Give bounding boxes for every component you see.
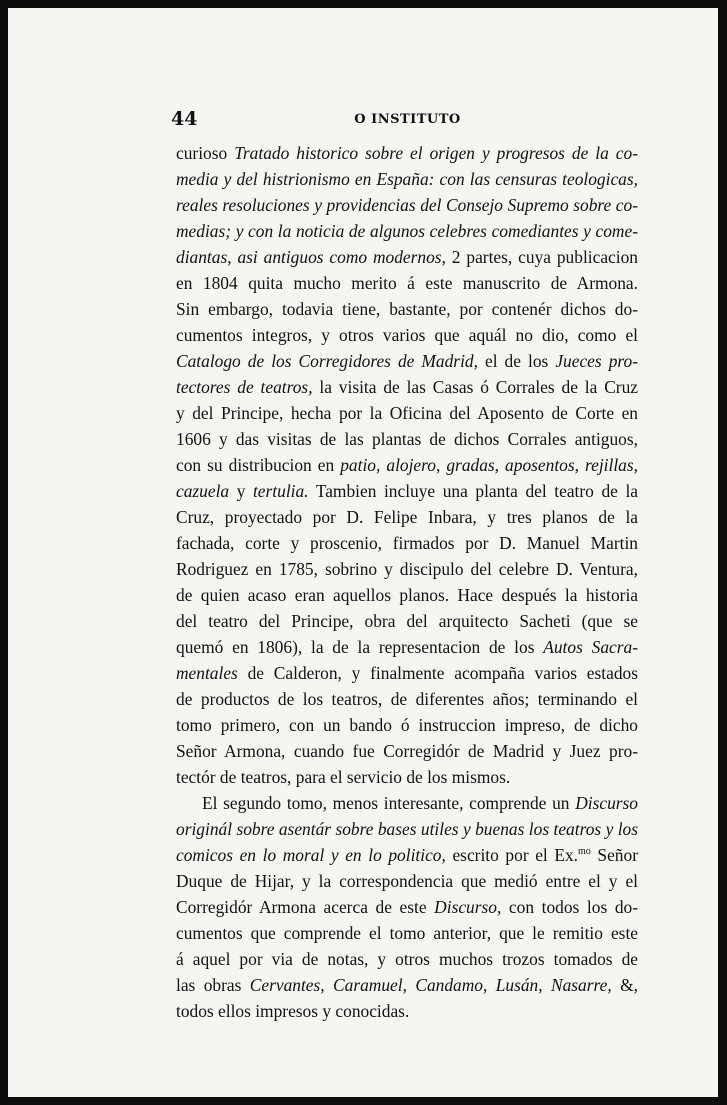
text-line bbox=[176, 322, 638, 348]
text-run: &, bbox=[611, 975, 638, 995]
text-run: todos ellos impresos y conocidas. bbox=[176, 1001, 410, 1021]
text-line bbox=[176, 140, 638, 166]
italic-text: Discurso bbox=[575, 793, 638, 813]
text-run: Sin embargo, todavia tiene, bastante, por contenér dichos do- bbox=[176, 299, 638, 319]
italic-text: media y del histrionismo en España: con las censuras teologicas, bbox=[176, 169, 638, 189]
text-run: Rodriguez en 1785, sobrino y discipulo del celebre D. Ventura, bbox=[176, 559, 638, 579]
text-line bbox=[176, 946, 638, 972]
running-title: O INSTITUTO bbox=[354, 112, 461, 127]
text-run: y bbox=[229, 481, 253, 501]
text-run: el de los bbox=[477, 351, 556, 371]
text-line bbox=[176, 738, 638, 764]
italic-text: Tratado historico sobre el origen y progresos de la co- bbox=[234, 143, 639, 163]
book-page bbox=[8, 8, 718, 1097]
text-run: con todos los do- bbox=[501, 897, 638, 917]
text-line bbox=[176, 816, 638, 842]
text-line bbox=[176, 270, 638, 296]
text-run: escrito por el Ex. bbox=[445, 845, 579, 865]
text-line bbox=[176, 582, 638, 608]
italic-text: Catalogo de los Corregidores de Madrid, bbox=[176, 351, 478, 371]
text-run: tomo primero, con un bando ó instruccion impreso, de dicho bbox=[176, 715, 638, 735]
text-line bbox=[176, 296, 638, 322]
text-line bbox=[176, 192, 638, 218]
text-run: de productos de los teatros, de diferentes años; terminando el bbox=[176, 689, 638, 709]
italic-text: reales resoluciones y providencias del Consejo Supremo sobre co- bbox=[176, 195, 638, 215]
text-run: de quien acaso eran aquellos planos. Hace después la historia bbox=[176, 585, 638, 605]
italic-text: diantas, asi antiguos como modernos, bbox=[176, 247, 446, 267]
italic-text: comicos en lo moral y en lo politico, bbox=[176, 845, 446, 865]
text-line bbox=[176, 842, 638, 868]
text-line bbox=[176, 400, 638, 426]
text-line bbox=[176, 504, 638, 530]
text-line bbox=[176, 244, 638, 270]
text-line bbox=[176, 998, 638, 1024]
italic-text: cazuela bbox=[176, 481, 230, 501]
text-run: á aquel por via de notas, y otros muchos trozos tomados de bbox=[176, 949, 638, 969]
text-run: curioso bbox=[176, 143, 235, 163]
text-run: Señor bbox=[590, 845, 638, 865]
text-line bbox=[176, 920, 638, 946]
text-line bbox=[176, 348, 638, 374]
body-text bbox=[176, 140, 638, 1024]
italic-text: Discurso, bbox=[434, 897, 502, 917]
text-run: Corregidór Armona acerca de este bbox=[176, 897, 435, 917]
text-run: y del Principe, hecha por la Oficina del Aposento de Corte en bbox=[176, 403, 638, 423]
text-line bbox=[176, 790, 638, 816]
italic-text: tectores de teatros, bbox=[176, 377, 313, 397]
text-run: quemó en 1806), la de la representacion de los bbox=[176, 637, 544, 657]
text-run: del teatro del Principe, obra del arquitecto Sacheti (que se bbox=[176, 611, 638, 631]
text-line bbox=[176, 426, 638, 452]
text-line bbox=[176, 686, 638, 712]
text-run: Tambien incluye una planta del teatro de la bbox=[308, 481, 638, 501]
text-run: Cruz, proyectado por D. Felipe Inbara, y tres planos de la bbox=[176, 507, 638, 527]
italic-text: medias; y con la noticia de algunos celebres comediantes y come- bbox=[176, 221, 638, 241]
text-run: tectór de teatros, para el servicio de los mismos. bbox=[176, 767, 511, 787]
text-line bbox=[176, 478, 638, 504]
italic-text: tertulia. bbox=[252, 481, 309, 501]
text-run: la visita de las Casas ó Corrales de la Cruz bbox=[312, 377, 638, 397]
text-line bbox=[176, 712, 638, 738]
text-run: Duque de Hijar, y la correspondencia que medió entre el y el bbox=[176, 871, 638, 891]
text-run: de Calderon, y finalmente acompaña varios estados bbox=[237, 663, 638, 683]
text-run: en 1804 quita mucho merito á este manuscrito de Armona. bbox=[176, 273, 638, 293]
text-line bbox=[176, 374, 638, 400]
italic-text: patio, alojero, gradas, aposentos, rejillas, bbox=[340, 455, 638, 475]
text-run: Señor Armona, cuando fue Corregidór de Madrid y Juez pro- bbox=[176, 741, 638, 761]
superscript: mo bbox=[578, 846, 591, 858]
italic-text: Cervantes, Caramuel, Candamo, Lusán, Nasarre, bbox=[249, 975, 612, 995]
text-run: 1606 y das visitas de las plantas de dichos Corrales antiguos, bbox=[176, 429, 638, 449]
italic-text: originál sobre asentár sobre bases utiles y buenas los teatros y los bbox=[176, 819, 638, 839]
text-line bbox=[176, 764, 638, 790]
text-line bbox=[176, 166, 638, 192]
text-line bbox=[176, 634, 638, 660]
running-head bbox=[171, 108, 644, 134]
italic-text: mentales bbox=[176, 663, 238, 683]
text-run: fachada, corte y proscenio, firmados por D. Manuel Martin bbox=[176, 533, 638, 553]
text-run: con su distribucion en bbox=[176, 455, 341, 475]
text-line bbox=[176, 608, 638, 634]
text-run: 2 partes, cuya publicacion bbox=[445, 247, 638, 267]
text-line bbox=[176, 972, 638, 998]
text-run: El segundo tomo, menos interesante, comprende un bbox=[202, 793, 576, 813]
text-line bbox=[176, 452, 638, 478]
text-run: cumentos integros, y otros varios que aquál no dio, como el bbox=[176, 325, 638, 345]
text-line bbox=[176, 894, 638, 920]
text-line bbox=[176, 868, 638, 894]
page-number: 44 bbox=[171, 108, 198, 130]
italic-text: Jueces pro- bbox=[555, 351, 638, 371]
text-line bbox=[176, 660, 638, 686]
text-line bbox=[176, 556, 638, 582]
italic-text: Autos Sacra- bbox=[543, 637, 638, 657]
text-run: cumentos que comprende el tomo anterior, que le remitio este bbox=[176, 923, 638, 943]
text-line bbox=[176, 218, 638, 244]
text-run: las obras bbox=[176, 975, 250, 995]
text-line bbox=[176, 530, 638, 556]
